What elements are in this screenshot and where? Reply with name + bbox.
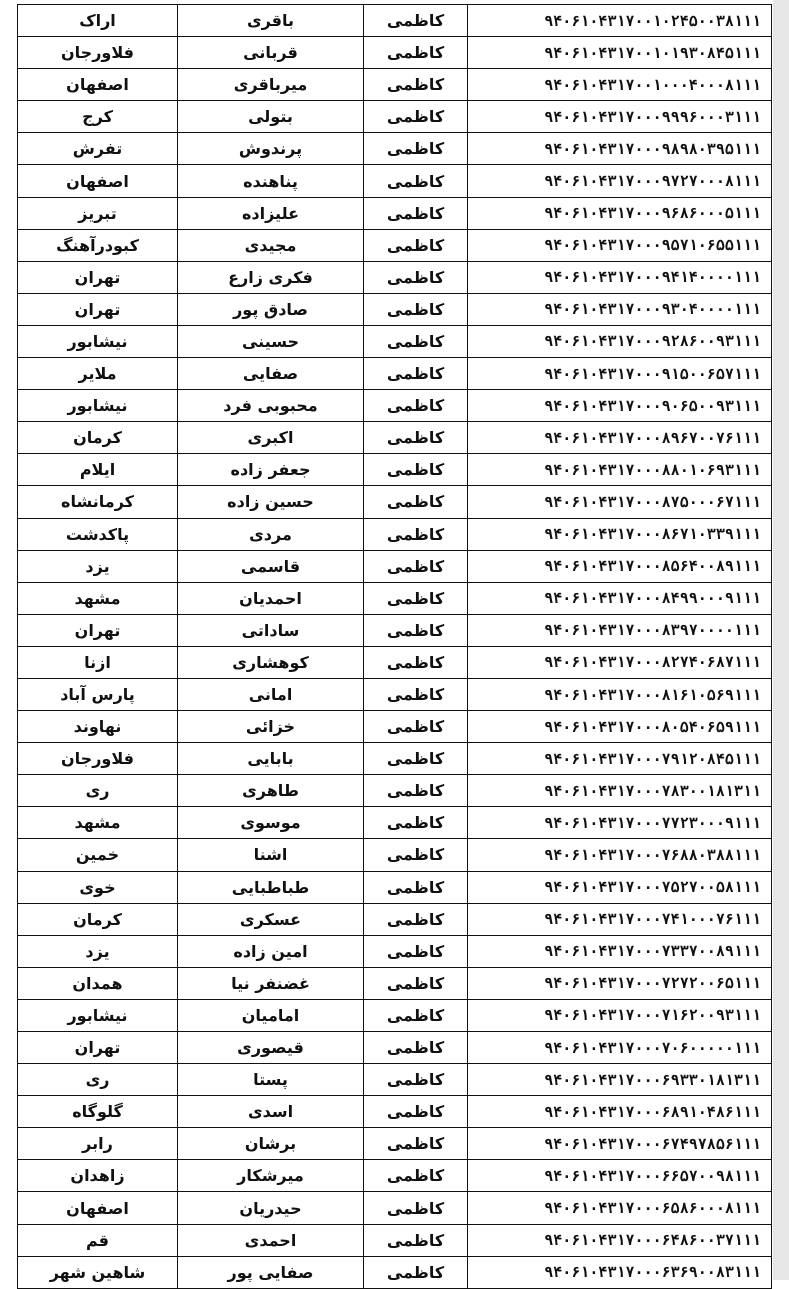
table-row	[18, 1224, 772, 1256]
name-cell: کاظمی	[364, 390, 468, 422]
table-row	[18, 69, 772, 101]
city-cell: تهران	[18, 293, 178, 325]
name-cell: کاظمی	[364, 1192, 468, 1224]
table-row	[18, 550, 772, 582]
surname-cell: پستا	[178, 1064, 364, 1096]
name-cell: کاظمی	[364, 1064, 468, 1096]
surname-cell: میرباقری	[178, 69, 364, 101]
name-cell: کاظمی	[364, 550, 468, 582]
city-cell: ملایر	[18, 358, 178, 390]
code-cell: ۹۴۰۶۱۰۴۳۱۷۰۰۰۹۰۶۵۰۰۹۳۱۱۱	[468, 390, 772, 422]
city-cell: تهران	[18, 1032, 178, 1064]
table-row	[18, 101, 772, 133]
code-cell: ۹۴۰۶۱۰۴۳۱۷۰۰۰۷۲۷۲۰۰۶۵۱۱۱	[468, 967, 772, 999]
name-cell: کاظمی	[364, 1096, 468, 1128]
city-cell: گلوگاه	[18, 1096, 178, 1128]
name-cell: کاظمی	[364, 486, 468, 518]
city-cell: قم	[18, 1224, 178, 1256]
city-cell: خمین	[18, 839, 178, 871]
surname-cell: پرندوش	[178, 133, 364, 165]
code-cell: ۹۴۰۶۱۰۴۳۱۷۰۰۰۸۸۰۱۰۶۹۳۱۱۱	[468, 454, 772, 486]
code-cell: ۹۴۰۶۱۰۴۳۱۷۰۰۰۶۷۴۹۷۸۵۶۱۱۱	[468, 1128, 772, 1160]
name-cell: کاظمی	[364, 165, 468, 197]
city-cell: تهران	[18, 614, 178, 646]
code-cell: ۹۴۰۶۱۰۴۳۱۷۰۰۰۸۹۶۷۰۰۷۶۱۱۱	[468, 422, 772, 454]
name-cell: کاظمی	[364, 69, 468, 101]
code-cell: ۹۴۰۶۱۰۴۳۱۷۰۰۰۷۰۶۰۰۰۰۰۱۱۱	[468, 1032, 772, 1064]
table-row	[18, 1128, 772, 1160]
name-cell: کاظمی	[364, 261, 468, 293]
name-cell: کاظمی	[364, 197, 468, 229]
code-cell: ۹۴۰۶۱۰۴۳۱۷۰۰۰۶۶۵۷۰۰۹۸۱۱۱	[468, 1160, 772, 1192]
city-cell: خوی	[18, 871, 178, 903]
code-cell: ۹۴۰۶۱۰۴۳۱۷۰۰۰۷۵۲۷۰۰۵۸۱۱۱	[468, 871, 772, 903]
code-cell: ۹۴۰۶۱۰۴۳۱۷۰۰۰۷۴۱۰۰۰۷۶۱۱۱	[468, 903, 772, 935]
city-cell: کرج	[18, 101, 178, 133]
city-cell: فلاورجان	[18, 37, 178, 69]
name-cell: کاظمی	[364, 422, 468, 454]
table-row	[18, 1032, 772, 1064]
table-body	[18, 5, 772, 1289]
surname-cell: صفایی پور	[178, 1256, 364, 1288]
city-cell: کرمان	[18, 422, 178, 454]
surname-cell: حسین زاده	[178, 486, 364, 518]
table-row	[18, 743, 772, 775]
surname-cell: جعفر زاده	[178, 454, 364, 486]
city-cell: یزد	[18, 550, 178, 582]
code-cell: ۹۴۰۶۱۰۴۳۱۷۰۰۰۹۶۸۶۰۰۰۵۱۱۱	[468, 197, 772, 229]
city-cell: اصفهان	[18, 69, 178, 101]
table-row	[18, 229, 772, 261]
table-row	[18, 37, 772, 69]
surname-cell: امامیان	[178, 999, 364, 1031]
city-cell: اصفهان	[18, 165, 178, 197]
code-cell: ۹۴۰۶۱۰۴۳۱۷۰۰۰۷۱۶۲۰۰۹۳۱۱۱	[468, 999, 772, 1031]
table-row	[18, 1256, 772, 1288]
code-cell: ۹۴۰۶۱۰۴۳۱۷۰۰۰۷۳۳۷۰۰۸۹۱۱۱	[468, 935, 772, 967]
code-cell: ۹۴۰۶۱۰۴۳۱۷۰۰۰۸۷۵۰۰۰۶۷۱۱۱	[468, 486, 772, 518]
city-cell: ازنا	[18, 646, 178, 678]
code-cell: ۹۴۰۶۱۰۴۳۱۷۰۰۰۷۸۳۰۰۱۸۱۳۱۱	[468, 775, 772, 807]
code-cell: ۹۴۰۶۱۰۴۳۱۷۰۰۰۶۳۶۹۰۰۸۳۱۱۱	[468, 1256, 772, 1288]
code-cell: ۹۴۰۶۱۰۴۳۱۷۰۰۰۸۵۶۴۰۰۸۹۱۱۱	[468, 550, 772, 582]
surname-cell: موسوی	[178, 807, 364, 839]
surname-cell: پناهنده	[178, 165, 364, 197]
surname-cell: صفایی	[178, 358, 364, 390]
surname-cell: برشان	[178, 1128, 364, 1160]
table-row	[18, 871, 772, 903]
name-cell: کاظمی	[364, 871, 468, 903]
table-row	[18, 422, 772, 454]
city-cell: ایلام	[18, 454, 178, 486]
surname-cell: مردی	[178, 518, 364, 550]
code-cell: ۹۴۰۶۱۰۴۳۱۷۰۰۰۸۱۶۱۰۵۶۹۱۱۱	[468, 678, 772, 710]
table-row	[18, 807, 772, 839]
table-row	[18, 711, 772, 743]
name-cell: کاظمی	[364, 935, 468, 967]
name-cell: کاظمی	[364, 293, 468, 325]
city-cell: ری	[18, 775, 178, 807]
name-cell: کاظمی	[364, 1160, 468, 1192]
code-cell: ۹۴۰۶۱۰۴۳۱۷۰۰۰۸۶۷۱۰۳۳۹۱۱۱	[468, 518, 772, 550]
table-row	[18, 839, 772, 871]
surname-cell: اسدی	[178, 1096, 364, 1128]
city-cell: تفرش	[18, 133, 178, 165]
table-row	[18, 614, 772, 646]
city-cell: شاهین شهر	[18, 1256, 178, 1288]
code-cell: ۹۴۰۶۱۰۴۳۱۷۰۰۰۸۰۵۴۰۶۵۹۱۱۱	[468, 711, 772, 743]
city-cell: نیشابور	[18, 999, 178, 1031]
table-row	[18, 390, 772, 422]
surname-cell: خزائی	[178, 711, 364, 743]
table-row	[18, 999, 772, 1031]
code-cell: ۹۴۰۶۱۰۴۳۱۷۰۰۰۹۳۰۴۰۰۰۰۱۱۱	[468, 293, 772, 325]
city-cell: مشهد	[18, 582, 178, 614]
table-row	[18, 775, 772, 807]
page-edge-strip	[773, 0, 789, 1280]
city-cell: یزد	[18, 935, 178, 967]
surname-cell: اشنا	[178, 839, 364, 871]
code-cell: ۹۴۰۶۱۰۴۳۱۷۰۰۰۸۳۹۷۰۰۰۰۱۱۱	[468, 614, 772, 646]
surname-cell: حسینی	[178, 325, 364, 357]
name-cell: کاظمی	[364, 711, 468, 743]
city-cell: کبودرآهنگ	[18, 229, 178, 261]
table-row	[18, 261, 772, 293]
table-row	[18, 165, 772, 197]
table-row	[18, 197, 772, 229]
code-cell: ۹۴۰۶۱۰۴۳۱۷۰۰۰۸۴۹۹۰۰۰۹۱۱۱	[468, 582, 772, 614]
name-cell: کاظمی	[364, 807, 468, 839]
code-cell: ۹۴۰۶۱۰۴۳۱۷۰۰۰۹۹۹۶۰۰۰۳۱۱۱	[468, 101, 772, 133]
surname-cell: صادق پور	[178, 293, 364, 325]
table-row	[18, 967, 772, 999]
table-row	[18, 582, 772, 614]
name-cell: کاظمی	[364, 646, 468, 678]
table-row	[18, 133, 772, 165]
surname-cell: کوهشاری	[178, 646, 364, 678]
surname-cell: بابایی	[178, 743, 364, 775]
code-cell: ۹۴۰۶۱۰۴۳۱۷۰۰۱۰۱۹۳۰۸۴۵۱۱۱	[468, 37, 772, 69]
table-row	[18, 1064, 772, 1096]
city-cell: کرمان	[18, 903, 178, 935]
code-cell: ۹۴۰۶۱۰۴۳۱۷۰۰۰۶۵۸۶۰۰۰۸۱۱۱	[468, 1192, 772, 1224]
surname-cell: طاهری	[178, 775, 364, 807]
code-cell: ۹۴۰۶۱۰۴۳۱۷۰۰۰۹۱۵۰۰۶۵۷۱۱۱	[468, 358, 772, 390]
city-cell: تهران	[18, 261, 178, 293]
city-cell: اصفهان	[18, 1192, 178, 1224]
surname-cell: احمدی	[178, 1224, 364, 1256]
city-cell: زاهدان	[18, 1160, 178, 1192]
surname-cell: باقری	[178, 5, 364, 37]
city-cell: فلاورجان	[18, 743, 178, 775]
code-cell: ۹۴۰۶۱۰۴۳۱۷۰۰۰۹۸۹۸۰۳۹۵۱۱۱	[468, 133, 772, 165]
table-row	[18, 518, 772, 550]
name-cell: کاظمی	[364, 133, 468, 165]
name-cell: کاظمی	[364, 1128, 468, 1160]
surname-cell: ساداتی	[178, 614, 364, 646]
code-cell: ۹۴۰۶۱۰۴۳۱۷۰۰۰۹۴۱۴۰۰۰۰۱۱۱	[468, 261, 772, 293]
code-cell: ۹۴۰۶۱۰۴۳۱۷۰۰۰۹۲۸۶۰۰۹۳۱۱۱	[468, 325, 772, 357]
name-cell: کاظمی	[364, 999, 468, 1031]
surname-cell: احمدیان	[178, 582, 364, 614]
table-row	[18, 454, 772, 486]
table-row	[18, 903, 772, 935]
name-cell: کاظمی	[364, 743, 468, 775]
name-cell: کاظمی	[364, 614, 468, 646]
code-cell: ۹۴۰۶۱۰۴۳۱۷۰۰۰۹۷۲۷۰۰۰۸۱۱۱	[468, 165, 772, 197]
code-cell: ۹۴۰۶۱۰۴۳۱۷۰۰۰۶۹۳۳۰۱۸۱۳۱۱	[468, 1064, 772, 1096]
surname-cell: طباطبایی	[178, 871, 364, 903]
name-cell: کاظمی	[364, 518, 468, 550]
surname-cell: مجیدی	[178, 229, 364, 261]
name-cell: کاظمی	[364, 101, 468, 133]
city-cell: نیشابور	[18, 325, 178, 357]
table-row	[18, 935, 772, 967]
city-cell: تبریز	[18, 197, 178, 229]
name-cell: کاظمی	[364, 775, 468, 807]
name-cell: کاظمی	[364, 454, 468, 486]
table-row	[18, 1096, 772, 1128]
city-cell: مشهد	[18, 807, 178, 839]
table-row	[18, 486, 772, 518]
code-cell: ۹۴۰۶۱۰۴۳۱۷۰۰۰۶۸۹۱۰۴۸۶۱۱۱	[468, 1096, 772, 1128]
city-cell: اراک	[18, 5, 178, 37]
table-row	[18, 325, 772, 357]
name-cell: کاظمی	[364, 582, 468, 614]
surname-cell: محبوبی فرد	[178, 390, 364, 422]
surname-cell: بتولی	[178, 101, 364, 133]
name-cell: کاظمی	[364, 839, 468, 871]
name-cell: کاظمی	[364, 1256, 468, 1288]
name-cell: کاظمی	[364, 903, 468, 935]
name-cell: کاظمی	[364, 358, 468, 390]
code-cell: ۹۴۰۶۱۰۴۳۱۷۰۰۰۶۴۸۶۰۰۳۷۱۱۱	[468, 1224, 772, 1256]
code-cell: ۹۴۰۶۱۰۴۳۱۷۰۰۱۰۰۰۴۰۰۰۸۱۱۱	[468, 69, 772, 101]
city-cell: رابر	[18, 1128, 178, 1160]
name-cell: کاظمی	[364, 1224, 468, 1256]
table-row	[18, 1192, 772, 1224]
name-cell: کاظمی	[364, 678, 468, 710]
name-cell: کاظمی	[364, 229, 468, 261]
surname-cell: اکبری	[178, 422, 364, 454]
city-cell: همدان	[18, 967, 178, 999]
surname-cell: امانی	[178, 678, 364, 710]
code-cell: ۹۴۰۶۱۰۴۳۱۷۰۰۰۹۵۷۱۰۶۵۵۱۱۱	[468, 229, 772, 261]
city-cell: نیشابور	[18, 390, 178, 422]
surname-cell: علیزاده	[178, 197, 364, 229]
data-table	[17, 4, 772, 1289]
surname-cell: قاسمی	[178, 550, 364, 582]
surname-cell: قیصوری	[178, 1032, 364, 1064]
table-row	[18, 358, 772, 390]
code-cell: ۹۴۰۶۱۰۴۳۱۷۰۰۰۸۲۷۴۰۶۸۷۱۱۱	[468, 646, 772, 678]
city-cell: پارس آباد	[18, 678, 178, 710]
city-cell: کرمانشاه	[18, 486, 178, 518]
city-cell: پاکدشت	[18, 518, 178, 550]
code-cell: ۹۴۰۶۱۰۴۳۱۷۰۰۰۷۶۸۸۰۳۸۸۱۱۱	[468, 839, 772, 871]
table-row	[18, 1160, 772, 1192]
name-cell: کاظمی	[364, 967, 468, 999]
table-row	[18, 678, 772, 710]
surname-cell: غضنفر نیا	[178, 967, 364, 999]
surname-cell: حیدریان	[178, 1192, 364, 1224]
city-cell: ری	[18, 1064, 178, 1096]
code-cell: ۹۴۰۶۱۰۴۳۱۷۰۰۰۷۷۲۳۰۰۰۹۱۱۱	[468, 807, 772, 839]
table-row	[18, 646, 772, 678]
name-cell: کاظمی	[364, 325, 468, 357]
surname-cell: امین زاده	[178, 935, 364, 967]
surname-cell: میرشکار	[178, 1160, 364, 1192]
surname-cell: عسکری	[178, 903, 364, 935]
table-row	[18, 293, 772, 325]
name-cell: کاظمی	[364, 37, 468, 69]
surname-cell: فکری زارع	[178, 261, 364, 293]
code-cell: ۹۴۰۶۱۰۴۳۱۷۰۰۱۰۲۴۵۰۰۳۸۱۱۱	[468, 5, 772, 37]
table-row	[18, 5, 772, 37]
code-cell: ۹۴۰۶۱۰۴۳۱۷۰۰۰۷۹۱۲۰۸۴۵۱۱۱	[468, 743, 772, 775]
name-cell: کاظمی	[364, 1032, 468, 1064]
surname-cell: قربانی	[178, 37, 364, 69]
city-cell: نهاوند	[18, 711, 178, 743]
name-cell: کاظمی	[364, 5, 468, 37]
